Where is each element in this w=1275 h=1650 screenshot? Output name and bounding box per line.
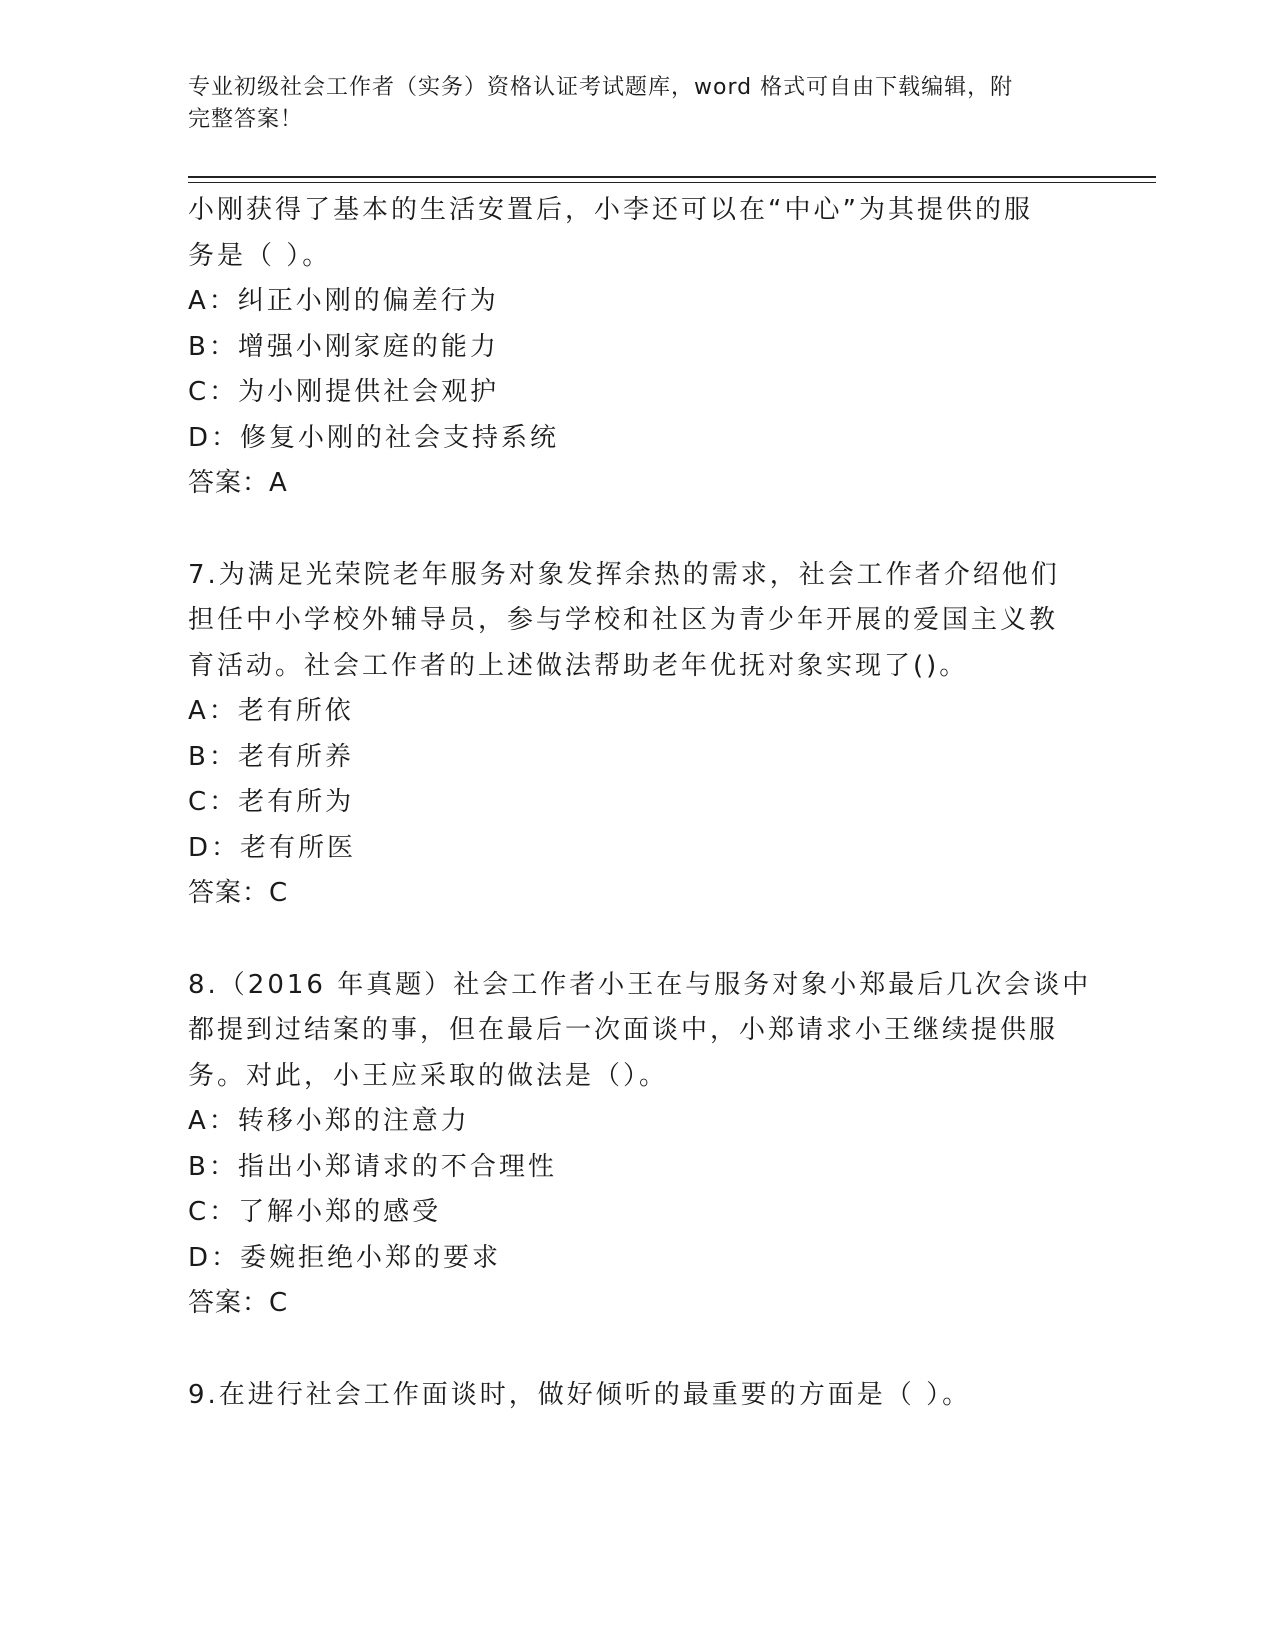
header-divider-thick <box>188 176 1156 178</box>
question-stem-line: 8.（2016 年真题）社会工作者小王在与服务对象小郑最后几次会谈中 <box>188 969 1092 1000</box>
question-stem-line: 小刚获得了基本的生活安置后，小李还可以在“中心”为其提供的服 <box>188 195 1033 225</box>
option-b: B：指出小郑请求的不合理性 <box>188 1151 557 1182</box>
question-8 <box>188 963 1092 1327</box>
option-a: A：纠正小刚的偏差行为 <box>188 286 499 316</box>
answer-line: 答案：C <box>188 878 289 908</box>
spacer <box>188 1327 1088 1373</box>
option-d: D：老有所医 <box>188 832 357 863</box>
question-stem-line: 都提到过结案的事，但在最后一次面谈中，小郑请求小王继续提供服 <box>188 1015 1059 1045</box>
question-7 <box>188 553 1088 917</box>
question-stem-line: 7.为满足光荣院老年服务对象发挥余热的需求，社会工作者介绍他们 <box>188 559 1060 590</box>
header-divider-thin <box>188 182 1156 183</box>
question-stem-line: 担任中小学校外辅导员，参与学校和社区为青少年开展的爱国主义教 <box>188 605 1059 635</box>
option-c: C：了解小郑的感受 <box>188 1197 442 1227</box>
question-stem-line: 9.在进行社会工作面谈时，做好倾听的最重要的方面是（ ）。 <box>188 1379 972 1410</box>
option-d: D：委婉拒绝小郑的要求 <box>188 1242 502 1273</box>
option-c: C：老有所为 <box>188 787 355 817</box>
option-b: B：增强小刚家庭的能力 <box>188 331 499 362</box>
question-9 <box>188 1373 1088 1419</box>
option-d: D：修复小刚的社会支持系统 <box>188 422 560 453</box>
option-a: A：老有所依 <box>188 696 354 726</box>
question-stem-line: 务。对此，小王应采取的做法是（）。 <box>188 1060 669 1091</box>
answer-line: 答案：C <box>188 1288 289 1318</box>
spacer <box>188 507 1088 553</box>
header-line-1: 专业初级社会工作者（实务）资格认证考试题库，word 格式可自由下载编辑，附 <box>188 75 1014 100</box>
question-stem-line: 育活动。社会工作者的上述做法帮助老年优抚对象实现了()。 <box>188 650 969 681</box>
page-header <box>188 72 1068 136</box>
header-line-2: 完整答案！ <box>188 107 304 132</box>
question-6 <box>188 188 1088 507</box>
question-content <box>188 188 1092 1418</box>
spacer <box>188 917 1088 963</box>
option-b: B：老有所养 <box>188 741 354 772</box>
option-c: C：为小刚提供社会观护 <box>188 377 500 407</box>
option-a: A：转移小郑的注意力 <box>188 1106 470 1136</box>
answer-line: 答案：A <box>188 468 288 498</box>
question-stem-line: 务是（ ）。 <box>188 240 332 271</box>
